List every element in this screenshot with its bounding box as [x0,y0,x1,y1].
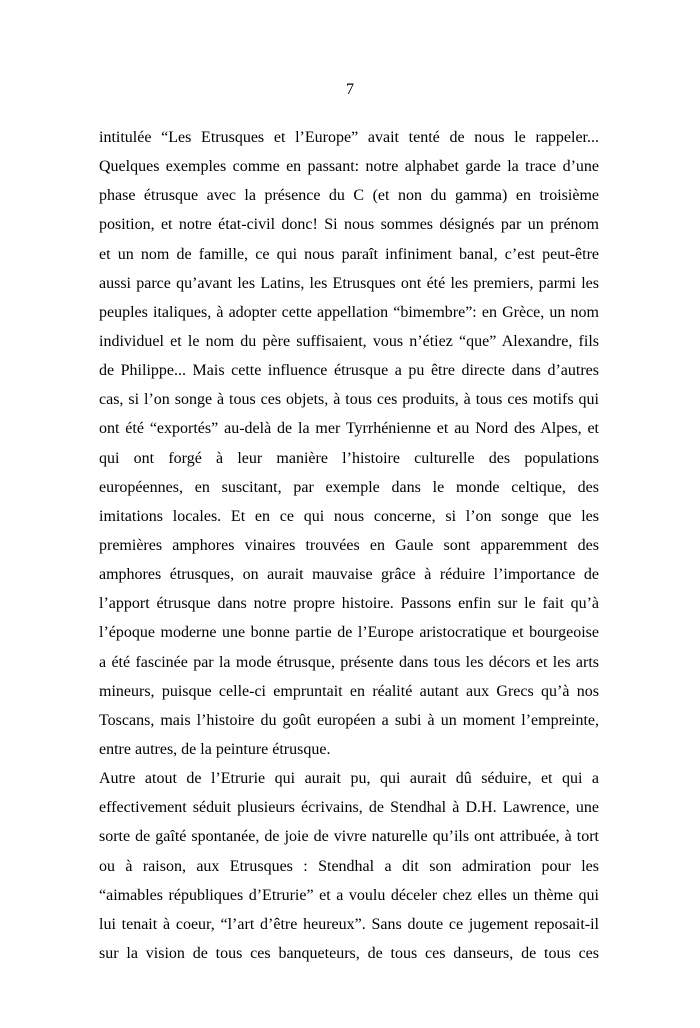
text-line: effectivement séduit plusieurs écrivains, de Stendhal à D.H. Lawrence, une [99,799,599,817]
page-number: 7 [346,81,354,98]
text-line: de Philippe... Mais cette influence étrusque a pu être directe dans d’autres [99,362,599,380]
text-line: lui tenait à coeur, “l’art d’être heureux”. Sans doute ce jugement reposait-il [99,915,599,933]
text-line: peuples italiques, à adopter cette appellation “bimembre”: en Grèce, un nom [99,303,599,321]
text-line: a été fascinée par la mode étrusque, présente dans tous les décors et les arts [99,653,599,671]
text-line: intitulée “Les Etrusques et l’Europe” avait tenté de nous le rappeler... [99,129,599,146]
text-line: mineurs, puisque celle-ci empruntait en réalité autant aux Grecs qu’à nos [99,682,599,700]
body-text [99,123,599,968]
text-line: européennes, en suscitant, par exemple dans le monde celtique, des [99,478,599,496]
text-line: sorte de gaîté spontanée, de joie de vivre naturelle qu’ils ont attribuée, à tort [99,828,599,846]
text-line: qui ont forgé à leur manière l’histoire culturelle des populations [99,449,599,467]
text-line: imitations locales. Et en ce qui nous concerne, si l’on songe que les [99,507,599,525]
paragraph-end-line: entre autres, de la peinture étrusque. [99,740,331,758]
text-line: Autre atout de l’Etrurie qui aurait pu, qui aurait dû séduire, et qui a [99,770,599,788]
text-line: position, et notre état-civil donc! Si nous sommes désignés par un prénom [99,216,599,234]
text-line: l’époque moderne une bonne partie de l’Europe aristocratique et bourgeoise [99,624,599,642]
text-line: et un nom de famille, ce qui nous paraît infiniment banal, c’est peut-être [99,245,599,263]
text-line: premières amphores vinaires trouvées en Gaule sont apparemment des [99,536,599,554]
text-line: Toscans, mais l’histoire du goût européen a subi à un moment l’empreinte, [99,711,599,729]
text-line: ont été “exportés” au-delà de la mer Tyrrhénienne et au Nord des Alpes, et [99,420,599,438]
text-line: phase étrusque avec la présence du C (et non du gamma) en troisième [99,187,599,205]
text-line: Quelques exemples comme en passant: notre alphabet garde la trace d’une [99,158,599,176]
text-line: sur la vision de tous ces banqueteurs, de tous ces danseurs, de tous ces [99,944,599,962]
text-line: “aimables républiques d’Etrurie” et a voulu déceler chez elles un thème qui [99,886,599,904]
text-line: ou à raison, aux Etrusques : Stendhal a dit son admiration pour les [99,857,599,875]
text-line: individuel et le nom du père suffisaient, vous n’étiez “que” Alexandre, fils [99,332,599,350]
text-line: cas, si l’on songe à tous ces objets, à tous ces produits, à tous ces motifs qui [99,391,599,409]
text-line: l’apport étrusque dans notre propre histoire. Passons enfin sur le fait qu’à [99,595,599,613]
text-line: amphores étrusques, on aurait mauvaise grâce à réduire l’importance de [99,566,599,584]
text-line: aussi parce qu’avant les Latins, les Etrusques ont été les premiers, parmi les [99,274,599,292]
